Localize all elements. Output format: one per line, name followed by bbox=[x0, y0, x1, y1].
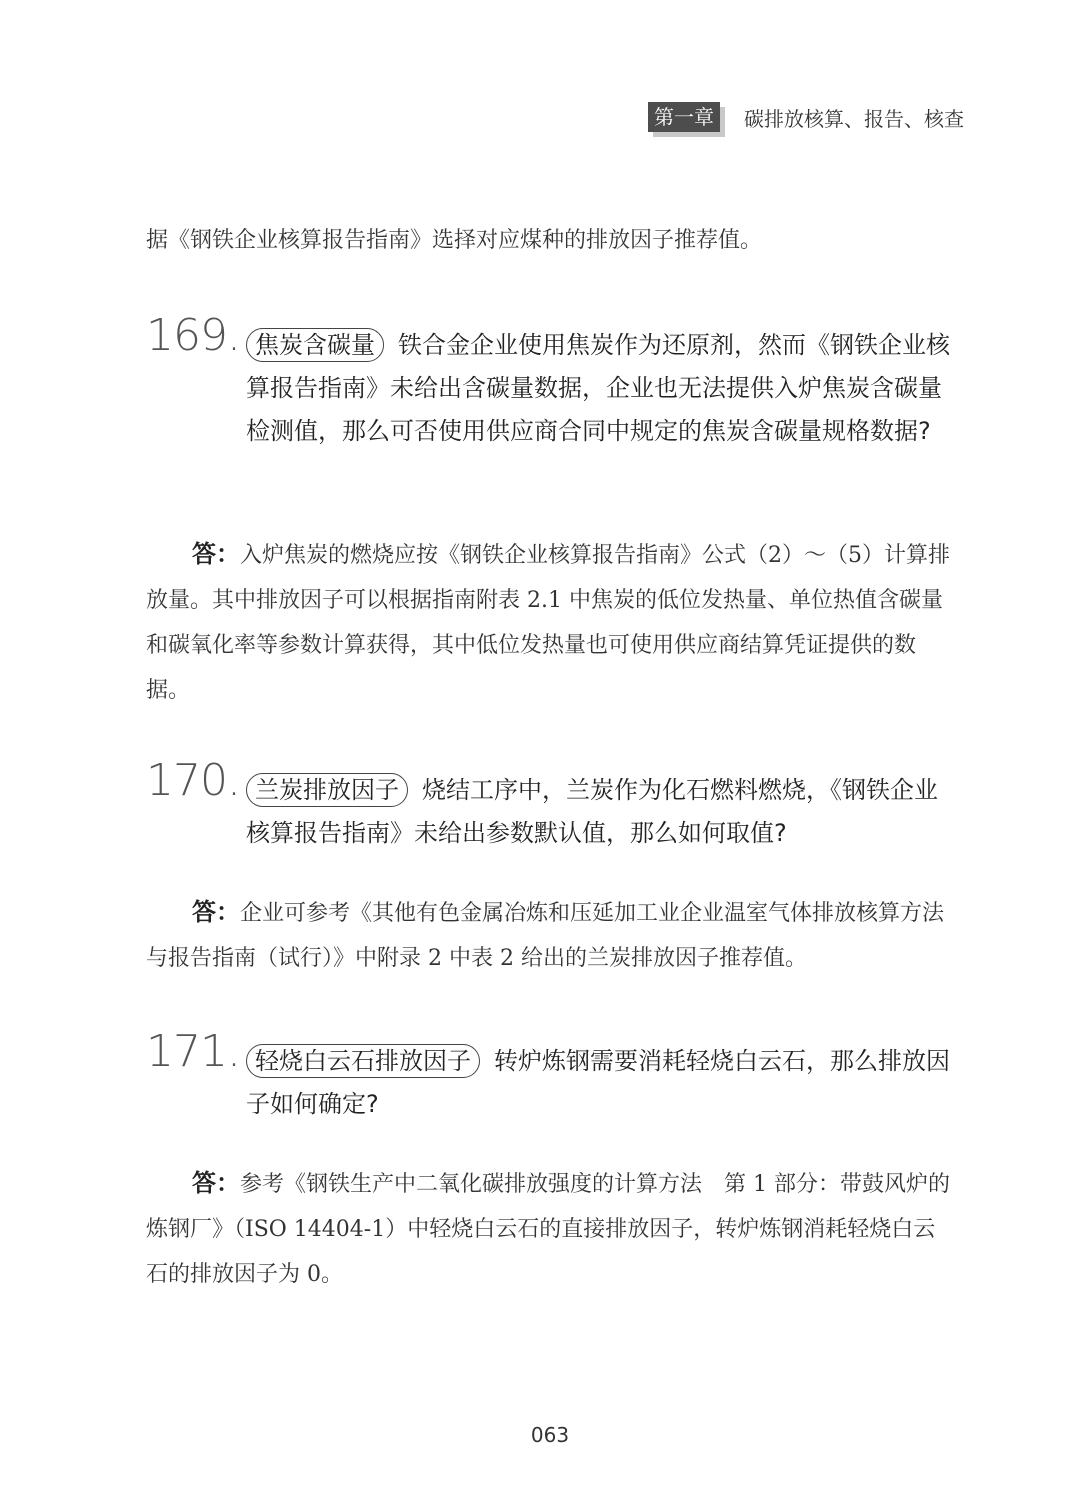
page-number: 063 bbox=[530, 1423, 570, 1447]
answer-text: 入炉焦炭的燃烧应按《钢铁企业核算报告指南》公式（2）～（5）计算排放量。其中排放因子可以根据指南附表 2.1 中焦炭的低位发热量、单位热值含碳量和碳氧化率等参数计算获得，其中低位发热量也可使用供应商结算凭证提供的数据。 bbox=[146, 543, 950, 703]
question-text-block bbox=[246, 1040, 958, 1126]
topic-tag: 兰炭排放因子 bbox=[246, 773, 408, 807]
question-text-block bbox=[246, 324, 958, 453]
question-169 bbox=[146, 310, 966, 453]
question-number: 169. bbox=[146, 310, 240, 361]
answer-label: 答： bbox=[192, 1169, 240, 1197]
answer-171 bbox=[146, 1161, 954, 1297]
question-number: 171. bbox=[146, 1026, 240, 1077]
question-170 bbox=[146, 755, 966, 855]
topic-tag: 焦炭含碳量 bbox=[246, 328, 384, 362]
answer-text: 参考《钢铁生产中二氧化碳排放强度的计算方法 第 1 部分：带鼓风炉的炼钢厂》（ISO 14404-1）中轻烧白云石的直接排放因子，转炉炼钢消耗轻烧白云石的排放因子为 0。 bbox=[146, 1172, 950, 1287]
question-text-block bbox=[246, 769, 958, 855]
question-text: 转炉炼钢需要消耗轻烧白云石，那么排放因子如何确定? bbox=[246, 1047, 950, 1118]
topic-tag: 轻烧白云石排放因子 bbox=[246, 1044, 480, 1078]
chapter-title: 碳排放核算、报告、核查 bbox=[744, 106, 964, 131]
answer-text: 企业可参考《其他有色金属冶炼和压延加工业企业温室气体排放核算方法与报告指南（试行）》中附录 2 中表 2 给出的兰炭排放因子推荐值。 bbox=[146, 901, 945, 971]
running-header bbox=[648, 102, 964, 132]
question-number: 170. bbox=[146, 755, 240, 806]
answer-label: 答： bbox=[192, 898, 240, 926]
answer-169 bbox=[146, 532, 954, 713]
question-171 bbox=[146, 1026, 966, 1126]
chapter-label: 第一章 bbox=[648, 102, 720, 132]
answer-label: 答： bbox=[192, 540, 240, 568]
question-text: 烧结工序中，兰炭作为化石燃料燃烧，《钢铁企业核算报告指南》未给出参数默认值，那么如何取值? bbox=[246, 776, 938, 847]
question-text: 铁合金企业使用焦炭作为还原剂，然而《钢铁企业核算报告指南》未给出含碳量数据，企业也无法提供入炉焦炭含碳量检测值，那么可否使用供应商合同中规定的焦炭含碳量规格数据? bbox=[246, 331, 950, 445]
intro-paragraph: 据《钢铁企业核算报告指南》选择对应煤种的排放因子推荐值。 bbox=[146, 228, 763, 253]
answer-170 bbox=[146, 890, 954, 981]
